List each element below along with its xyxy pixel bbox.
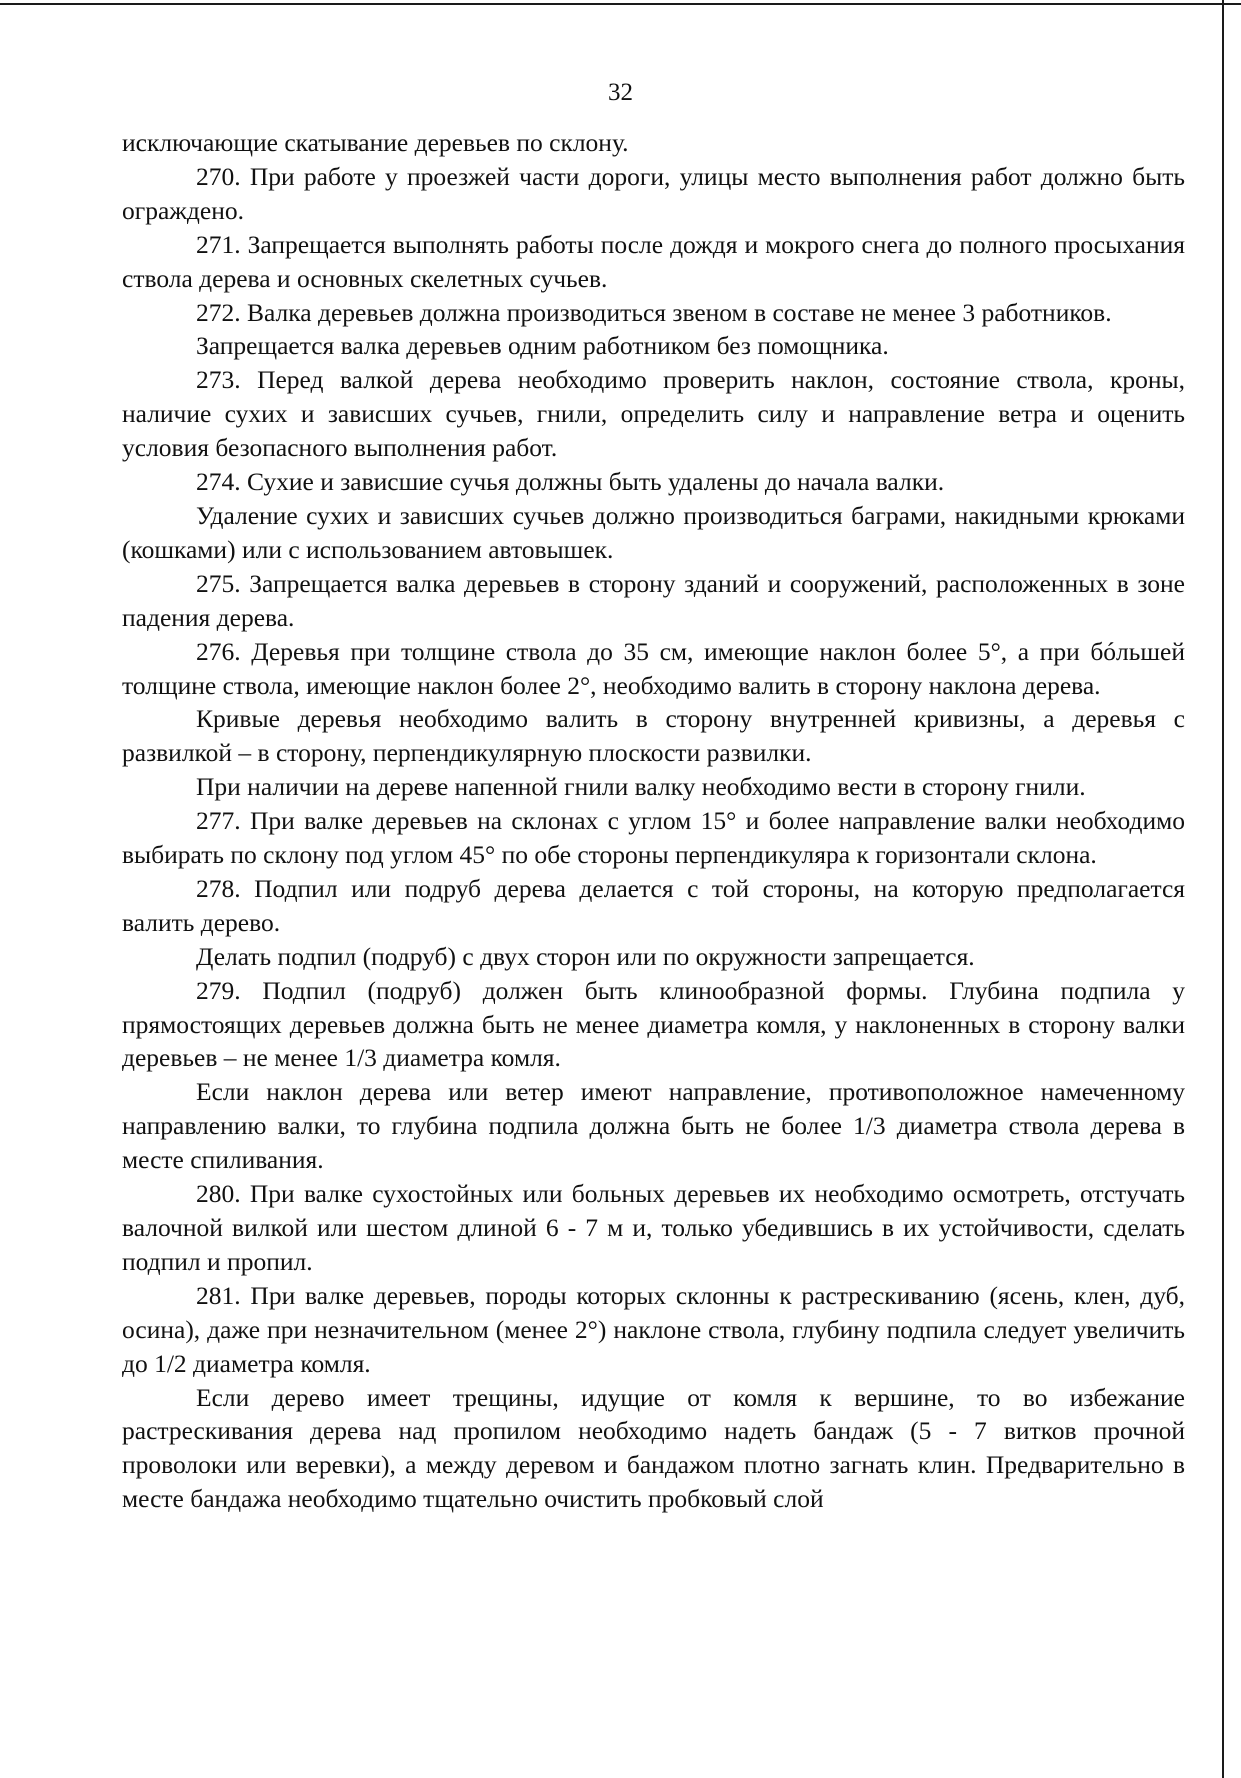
paragraph-276: 276. Деревья при толщине ствола до 35 см, имеющие наклон более 5°, а при бóльшей толщине ствола, имеющие наклон более 2°, необходимо валить в сторону наклона дерева. (122, 636, 1185, 700)
paragraph-281: 281. При валке деревьев, породы которых склонны к растрескиванию (ясень, клен, дуб, осина), даже при незначительном (менее 2°) наклоне ствола, глубину подпила следует увеличить до 1/2 диаметра комля. (122, 1280, 1185, 1378)
paragraph-274-note: Удаление сухих и зависших сучьев должно производиться баграми, накидными крюками (кошками) или с использованием автовышек. (122, 500, 1185, 564)
paragraph-278-note: Делать подпил (подруб) с двух сторон или по окружности запрещается. (196, 941, 975, 971)
page-number: 32 (608, 79, 633, 106)
paragraph-276-note-2: При наличии на дереве напенной гнили валку необходимо вести в сторону гнили. (196, 772, 1086, 802)
scan-edge-right (1222, 0, 1224, 1778)
paragraph-272-note: Запрещается валка деревьев одним работником без помощника. (196, 331, 889, 361)
paragraph-277: 277. При валке деревьев на склонах с углом 15° и более направление валки необходимо выбирать по склону под углом 45° по обе стороны перпендикуляра к горизонтали склона. (122, 806, 1185, 870)
paragraph-270: 270. При работе у проезжей части дороги, улицы место выполнения работ должно быть ограждено. (122, 161, 1185, 225)
paragraph-276-note-1: Кривые деревья необходимо валить в сторону внутренней кривизны, а деревья с развилкой – в сторону, перпендикулярную плоскости развилки. (122, 704, 1185, 768)
paragraph-273: 273. Перед валкой дерева необходимо проверить наклон, состояние ствола, кроны, наличие сухих и зависших сучьев, гнили, определить силу и направление ветра и оценить условия безопасного выполнения работ. (122, 365, 1185, 463)
scan-edge-top (0, 3, 1241, 5)
paragraph-272: 272. Валка деревьев должна производиться звеном в составе не менее 3 работников. (196, 297, 1112, 327)
paragraph-279: 279. Подпил (подруб) должен быть клинообразной формы. Глубина подпила у прямостоящих деревьев должна быть не менее диаметра комля, у наклоненных в сторону валки деревьев – не менее 1/3 диаметра комля. (122, 975, 1185, 1073)
paragraph-280: 280. При валке сухостойных или больных деревьев их необходимо осмотреть, отстучать валочной вилкой или шестом длиной 6 - 7 м и, только убедившись в их устойчивости, сделать подпил и пропил. (122, 1179, 1185, 1276)
paragraph-279-note: Если наклон дерева или ветер имеют направление, противоположное намеченному направлению валки, то глубина подпила должна быть не более 1/3 диаметра ствола дерева в месте спиливания. (122, 1077, 1185, 1175)
paragraph-271: 271. Запрещается выполнять работы после дождя и мокрого снега до полного просыхания ствола дерева и основных скелетных сучьев. (122, 229, 1185, 293)
paragraph-281-note: Если дерево имеет трещины, идущие от комля к вершине, то во избежание растрескивания дерева над пропилом необходимо надеть бандаж (5 - 7 витков прочной проволоки или веревки), а между деревом и бандажом плотно загнать клин. Предварительно в месте бандажа необходимо тщательно очистить пробковый слой (122, 1382, 1185, 1514)
document-body (122, 126, 1185, 1516)
paragraph-continuation: исключающие скатывание деревьев по склону. (122, 128, 629, 157)
paragraph-278: 278. Подпил или подруб дерева делается с той стороны, на которую предполагается валить дерево. (122, 873, 1185, 937)
paragraph-274: 274. Сухие и зависшие сучья должны быть удалены до начала валки. (196, 467, 945, 497)
paragraph-275: 275. Запрещается валка деревьев в сторону зданий и сооружений, расположенных в зоне падения дерева. (122, 568, 1185, 632)
